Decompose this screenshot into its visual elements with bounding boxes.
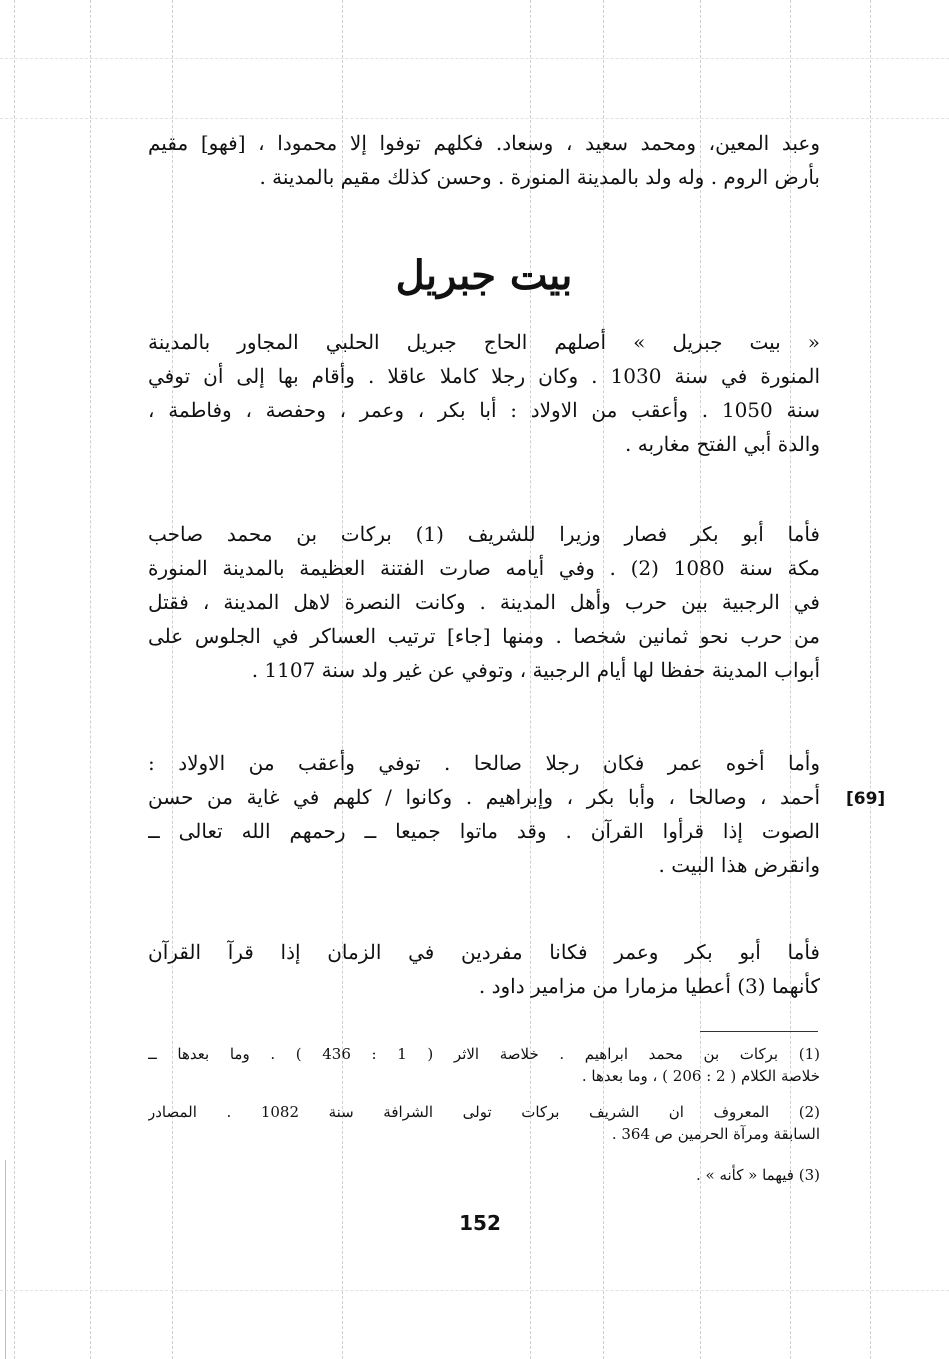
footnote-1 [148,1043,820,1087]
scan-guide-line [870,0,871,1359]
scan-guide-line [0,1290,949,1291]
text-line: وأما أخوه عمر فكان رجلا صالحا . توفي وأعقب من الاولاد : [148,751,820,775]
paragraph-voices [148,935,820,1003]
text-line: فأما أبو بكر فصار وزيرا للشريف (1) بركات بن محمد صاحب [148,522,820,546]
scan-guide-line [90,0,91,1359]
text-line: وانقرض هذا البيت . [658,853,820,877]
section-title: بيت جبريل [395,252,573,299]
scan-guide-line [0,58,949,59]
text-line: والدة أبي الفتح مغاربه . [625,432,820,456]
text-line: بأرض الروم . وله ولد بالمدينة المنورة . وحسن كذلك مقيم بالمدينة . [259,165,820,189]
text-line: أحمد ، وصالحا ، وأبا بكر ، وإبراهيم . وكانوا / كلهم في غاية من حسن [148,785,820,809]
text-line: من حرب نحو ثمانين شخصا . ومنها [جاء] ترتيب العساكر في الجلوس على [148,624,820,648]
footnote-3 [148,1164,820,1186]
text-line: سنة 1050 . وأعقب من الاولاد : أبا بكر ، وعمر ، وحفصة ، وفاطمة ، [148,398,820,422]
paragraph-abu-bakr [148,517,820,687]
text-line: الصوت إذا قرأوا القرآن . وقد ماتوا جميعا ــ رحمهم الله تعالى ــ [148,819,820,843]
footnote-separator [700,1031,818,1032]
text-line: مكة سنة 1080 (2) . وفي أيامه صارت الفتنة العظيمة بالمدينة المنورة [148,556,820,580]
footnote-2 [148,1101,820,1145]
footnote-line: (2) المعروف ان الشريف بركات تولى الشرافة سنة 1082 . المصادر [148,1103,820,1121]
text-line: أبواب المدينة حفظا لها أيام الرجبية ، وتوفي عن غير ولد سنة 1107 . [251,658,820,682]
text-line: فأما أبو بكر وعمر فكانا مفردين في الزمان إذا قرآ القرآن [148,940,820,964]
margin-page-reference: [69] [846,789,886,809]
footnote-line: (1) بركات بن محمد ابراهيم . خلاصة الاثر ( 1 : 436 ) . وما بعدها ــ [148,1045,820,1063]
text-line: « بيت جبريل » أصلهم الحاج جبريل الحلبي المجاور بالمدينة [148,330,820,354]
footnote-line: خلاصة الكلام ( 2 : 206 ) ، وما بعدها . [581,1067,820,1085]
text-line: المنورة في سنة 1030 . وكان رجلا كاملا عاقلا . وأقام بها إلى أن توفي [148,364,820,388]
text-line: وعبد المعين، ومحمد سعيد ، وسعاد. فكلهم توفوا إلا محمودا ، [فهو] مقيم [148,131,820,155]
paragraph-origin [148,325,820,461]
text-line: في الرجبية بين حرب وأهل المدينة . وكانت النصرة لاهل المدينة ، فقتل [148,590,820,614]
top-paragraph [148,126,820,194]
scan-guide-line [0,118,949,119]
paragraph-umar [148,746,820,882]
scan-edge-line [5,1160,6,1359]
footnote-line: السابقة ومرآة الحرمين ص 364 . [611,1125,820,1143]
scan-guide-line [14,0,15,1359]
text-line: كأنهما (3) أعطيا مزمارا من مزامير داود . [478,974,820,998]
footnote-line: (3) فيهما « كأنه » . [695,1166,820,1184]
page-number: 152 [459,1211,501,1235]
